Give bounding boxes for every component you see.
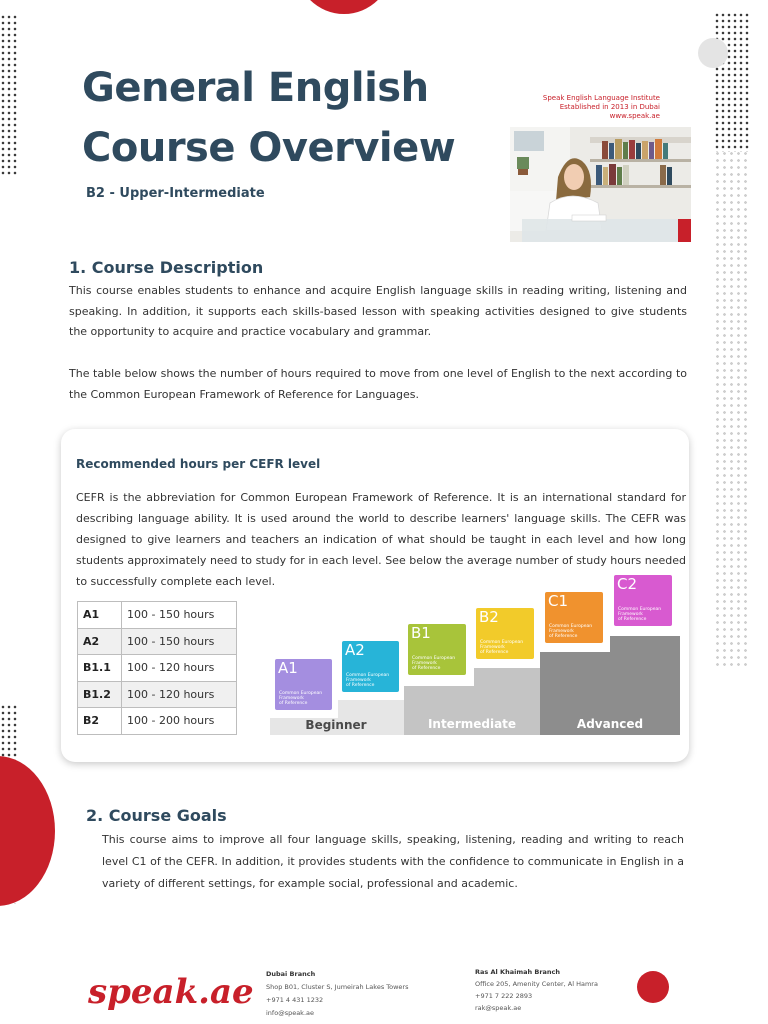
dubai-branch-name: Dubai Branch: [266, 970, 316, 978]
cefr-card-title: Recommended hours per CEFR level: [76, 457, 321, 471]
table-cell-level: B2: [78, 708, 122, 735]
level-tile-c2: [614, 575, 672, 626]
dubai-branch-info: [266, 968, 409, 1020]
level-tile-a1: [275, 659, 332, 710]
institute-name: Speak English Language Institute: [542, 94, 660, 102]
institute-info: [520, 94, 660, 121]
dubai-branch-phone: +971 4 431 1232: [266, 996, 324, 1004]
cefr-hours-table: [77, 601, 237, 735]
level-tile-caption: Common European Framework of Reference: [549, 624, 593, 639]
speak-logo: speak.ae: [88, 972, 254, 1012]
level-tile-code: A1: [278, 659, 298, 677]
table-cell-level: B1.2: [78, 681, 122, 708]
decorative-red-circle-top: [296, 0, 392, 14]
rak-branch-email: rak@speak.ae: [475, 1004, 522, 1012]
dubai-branch-address: Shop B01, Cluster S, Jumeirah Lakes Towers: [266, 983, 409, 991]
student-photo: [510, 127, 691, 242]
decorative-red-circle-footer: [637, 971, 669, 1003]
stage-label-advanced: Advanced: [576, 717, 644, 731]
table-cell-hours: 100 - 150 hours: [122, 602, 237, 629]
table-row: [78, 708, 237, 735]
table-cell-hours: 100 - 120 hours: [122, 655, 237, 682]
level-tile-caption: Common European Framework of Reference: [346, 673, 390, 688]
level-tile-code: B2: [479, 608, 499, 626]
decorative-dots-right: [714, 150, 750, 670]
table-row: [78, 681, 237, 708]
level-tile-caption: Common European Framework of Reference: [618, 607, 662, 622]
dubai-branch-email: info@speak.ae: [266, 1009, 314, 1017]
rak-branch-address: Office 205, Amenity Center, Al Hamra: [475, 980, 598, 988]
table-cell-hours: 100 - 200 hours: [122, 708, 237, 735]
course-goals-paragraph: This course aims to improve all four language skills, speaking, listening, reading and writing to reach level C1 of the CEFR. In addition, it provides students with the confidence to communicate in English in a variety of different settings, for example social, professional and academic.: [102, 833, 684, 890]
level-tile-caption: Common European Framework of Reference: [412, 656, 456, 671]
stage-label-intermediate: Intermediate: [427, 717, 517, 731]
table-cell-hours: 100 - 120 hours: [122, 681, 237, 708]
institute-established: Established in 2013 in Dubai: [559, 103, 660, 111]
level-tile-caption: Common European Framework of Reference: [279, 691, 323, 706]
course-level: B2 - Upper-Intermediate: [86, 186, 265, 201]
table-row: [78, 628, 237, 655]
table-row: [78, 655, 237, 682]
page-title: [82, 58, 455, 178]
level-tile-b2: [476, 608, 534, 659]
table-row: [78, 602, 237, 629]
stage-label-beginner: Beginner: [305, 718, 367, 732]
decorative-dots-right-top: [714, 12, 750, 152]
level-tile-code: C1: [548, 592, 569, 610]
decorative-grey-circle: [698, 38, 728, 68]
level-tile-code: C2: [617, 575, 638, 593]
cefr-card-text: CEFR is the abbreviation for Common European Framework of Reference. It is an international standard for describing language ability. It is used around the world to describe learners' language skills. The CEFR was designed to give learners and teachers an indication of what should be taught in each level and how long students approximately need to study for in each level. See below the average number of study hours needed to successfully complete each level.: [76, 491, 686, 588]
level-tile-a2: [342, 641, 399, 692]
level-tile-c1: [545, 592, 603, 643]
level-tile-code: A2: [345, 641, 365, 659]
cefr-staircase-diagram: [270, 570, 682, 738]
level-tile-code: B1: [411, 624, 431, 642]
title-line-2: Course Overview: [82, 125, 456, 171]
rak-branch-name: Ras Al Khaimah Branch: [475, 968, 561, 976]
course-goals-heading: 2. Course Goals: [86, 806, 227, 825]
decorative-red-circle-left: [0, 756, 55, 906]
decorative-dots-left-top: [0, 14, 18, 176]
course-description-paragraph-1: This course enables students to enhance and acquire English language skills in reading writing, listening and speaking. In addition, it supports each skills-based lesson with speaking activities designed to give students the opportunity to acquire and practice vocabulary and grammar.: [69, 284, 687, 338]
course-description-paragraph-2: The table below shows the number of hours required to move from one level of English to the next according to the Common European Framework of Reference for Languages.: [69, 367, 687, 401]
course-description-heading: 1. Course Description: [69, 258, 264, 277]
table-cell-level: B1.1: [78, 655, 122, 682]
table-cell-level: A1: [78, 602, 122, 629]
rak-branch-info: [475, 966, 598, 1014]
table-cell-level: A2: [78, 628, 122, 655]
rak-branch-phone: +971 7 222 2893: [475, 992, 533, 1000]
level-tile-b1: [408, 624, 466, 675]
table-cell-hours: 100 - 150 hours: [122, 628, 237, 655]
institute-website: www.speak.ae: [609, 112, 660, 120]
level-tile-caption: Common European Framework of Reference: [480, 640, 524, 655]
title-line-1: General English: [82, 65, 429, 111]
